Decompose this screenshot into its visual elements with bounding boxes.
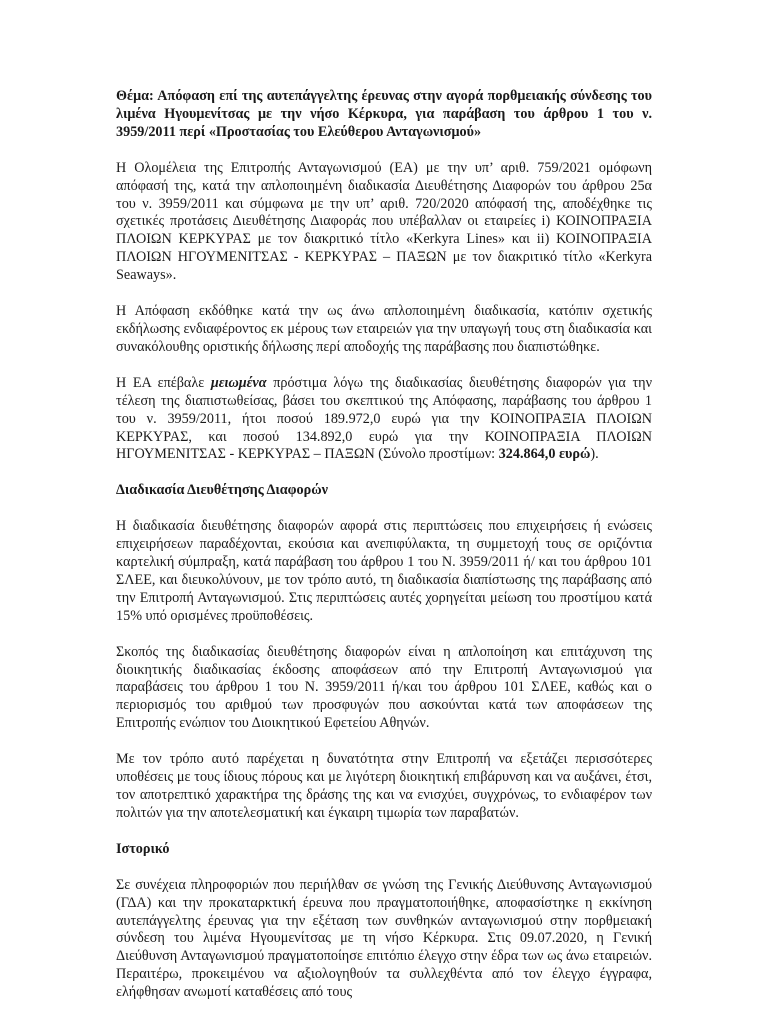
- paragraph-settlement-scope: Η διαδικασία διευθέτησης διαφορών αφορά στις περιπτώσεις που επιχειρήσεις ή ενώσεις επιχειρήσεων παραδέχονται, εκούσια και ανεπιφύλακτα, τη συμμετοχή τους σε οριζόντια καρτελική σύμπραξη, κατά παράβαση του άρθρου 1 του Ν. 3959/2011 ή/ και του άρθρου 101 ΣΛΕΕ, και διευκολύνουν, με τον τρόπο αυτό, τη διαδικασία διαπίστωσης της παράβασης από την Επιτροπή Ανταγωνισμού. Στις περιπτώσεις αυτές χορηγείται μείωση του προστίμου κατά 15% υπό ορισμένες προϋποθέσεις.: [116, 518, 652, 624]
- section-heading-history: Ιστορικό: [116, 840, 170, 857]
- fines-text-end: ).: [590, 446, 599, 463]
- paragraph-fines: [116, 375, 652, 465]
- fines-text-middle: πρόστιμα λόγω της διαδικασίας διευθέτησης διαφορών για την τέλεση της διαπιστωθείσας, βάσει του σκεπτικού της Απόφασης, παράβασης του άρθρου 1 του ν. 3959/2011, ήτοι ποσού 189.972,0 ευρώ για την ΚΟΙΝΟΠΡΑΞΙΑ ΠΛΟΙΩΝ ΚΕΡΚΥΡΑΣ, και ποσού 134.892,0 ευρώ για την ΚΟΙΝΟΠΡΑΞΙΑ ΠΛΟΙΩΝ ΗΓΟΥΜΕΝΙΤΣΑΣ - ΚΕΡΚΥΡΑΣ – ΠΑΞΩΝ (Σύνολο προστίμων:: [116, 374, 652, 463]
- document-title: Θέμα: Απόφαση επί της αυτεπάγγελτης έρευνας στην αγορά πορθμειακής σύνδεσης του λιμένα Ηγουμενίτσας με την νήσο Κέρκυρα, για παράβαση του άρθρου 1 του ν. 3959/2011 περί «Προστασίας του Ελεύθερου Ανταγωνισμού»: [116, 88, 652, 140]
- document-body: [116, 88, 652, 1002]
- paragraph-settlement-benefits: Με τον τρόπο αυτό παρέχεται η δυνατότητα στην Επιτροπή να εξετάζει περισσότερες υποθέσεις με τους ίδιους πόρους και με λιγότερη διοικητική επιβάρυνση και να αυξάνει, έτσι, τον αποτρεπτικό χαρακτήρα της δράσης της και να ενισχύει, συγχρόνως, το ενδιαφέρον των πολιτών για την αποτελεσματική και έγκαιρη τιμωρία των παραβατών.: [116, 751, 652, 821]
- paragraph-history: Σε συνέχεια πληροφοριών που περιήλθαν σε γνώση της Γενικής Διεύθυνσης Ανταγωνισμού (ΓΔΑ) και την προκαταρκτική έρευνα που πραγματοποιήθηκε, αποφασίστηκε η εκκίνηση αυτεπάγγελτης έρευνας για την εξέταση των συνθηκών ανταγωνισμού στην πορθμειακή σύνδεση του λιμένα Ηγουμενίτσας με τη νήσο Κέρκυρα. Στις 09.07.2020, η Γενική Διεύθυνση Ανταγωνισμού πραγματοποίησε επιτόπιο έλεγχο στην έδρα των ως άνω εταιρειών. Περαιτέρω, προκειμένου να αξιολογηθούν τα συλλεχθέντα από τον έλεγχο έγγραφα, ελήφθησαν ανωμοτί καταθέσεις από τους: [116, 876, 652, 1001]
- section-heading-settlement: Διαδικασία Διευθέτησης Διαφορών: [116, 482, 328, 499]
- fines-total: 324.864,0 ευρώ: [498, 446, 591, 463]
- fines-text-start: Η ΕΑ επέβαλε: [116, 374, 211, 391]
- paragraph-settlement-purpose: Σκοπός της διαδικασίας διευθέτησης διαφορών είναι η απλοποίηση και επιτάχυνση της διοικητικής διαδικασίας έκδοσης αποφάσεων από την Επιτροπή Ανταγωνισμού για παραβάσεις του άρθρου 1 του Ν. 3959/2011 ή/και του άρθρου 101 ΣΛΕΕ, καθώς και ο περιορισμός του αριθμού των προσφυγών που ασκούνται κατά των αποφάσεων της Επιτροπής ενώπιον του Διοικητικού Εφετείου Αθηνών.: [116, 643, 652, 732]
- fines-reduced-emphasis: μειωμένα: [210, 374, 267, 391]
- paragraph-decision-summary: Η Ολομέλεια της Επιτροπής Ανταγωνισμού (ΕΑ) με την υπ’ αριθ. 759/2021 ομόφωνη απόφασή της, κατά την απλοποιημένη διαδικασία Διευθέτησης Διαφορών του άρθρου 25α του ν. 3959/2011 και σύμφωνα με την υπ’ αριθ. 720/2020 απόφασή της, αποδέχθηκε τις σχετικές προτάσεις Διευθέτησης Διαφοράς που υπέβαλλαν οι εταιρείες i) ΚΟΙΝΟΠΡΑΞΙΑ ΠΛΟΙΩΝ ΚΕΡΚΥΡΑΣ με τον διακριτικό τίτλο «Kerkyra Lines» και ii) ΚΟΙΝΟΠΡΑΞΙΑ ΠΛΟΙΩΝ ΗΓΟΥΜΕΝΙΤΣΑΣ - ΚΕΡΚΥΡΑΣ – ΠΑΞΩΝ με τον διακριτικό τίτλο «Kerkyra Seaways».: [116, 159, 652, 284]
- paragraph-procedure: Η Απόφαση εκδόθηκε κατά την ως άνω απλοποιημένη διαδικασία, κατόπιν σχετικής εκδήλωσης ενδιαφέροντος εκ μέρους των εταιρειών για την υπαγωγή τους στη διαδικασία και συνακόλουθης οριστικής δήλωσης περί αποδοχής της παράβασης που διαπιστώθηκε.: [116, 303, 652, 355]
